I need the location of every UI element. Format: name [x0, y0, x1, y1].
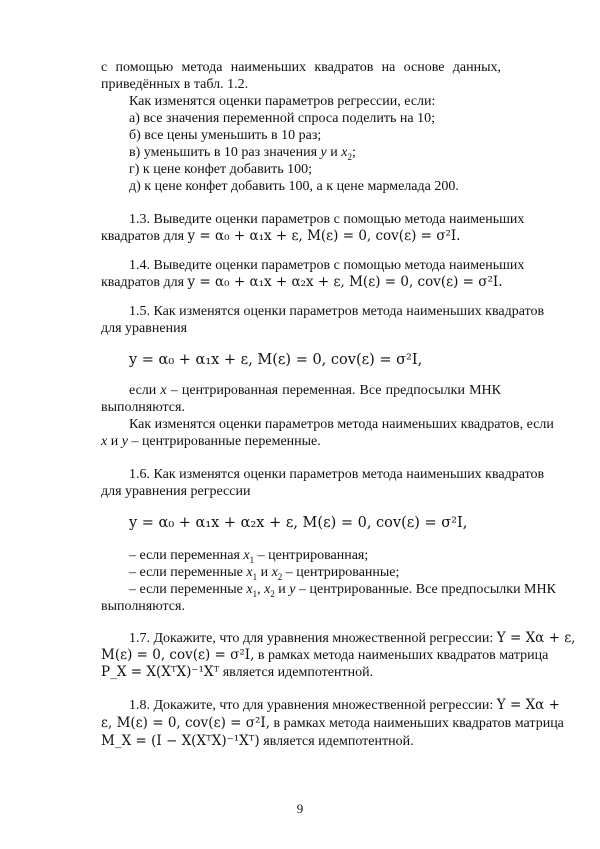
text-line: с помощью метода наименьших квадратов на основе данных,	[101, 60, 501, 75]
exercise-1-4: 1.4. Выведите оценки параметров с помощью метода наименьших	[129, 258, 525, 273]
text-line: если x – центрированная переменная. Все предпосылки МНК	[129, 383, 501, 398]
list-item: – если переменная $x_1$ – центрированная;	[129, 548, 369, 565]
text-line: x и y – центрированные переменные.	[101, 434, 321, 449]
formula: y = α₀ + α₁x + ε, M(ε) = 0, cov(ε) = σ²I.	[187, 228, 461, 244]
text-line: квадратов для y = α₀ + α₁x + α₂x + ε, M(ε) = 0, cov(ε) = σ²I.	[101, 274, 503, 290]
text-line: Как изменятся оценки параметров метода наименьших квадратов, если	[129, 417, 554, 432]
exercise-1-8: 1.8. Докажите, что для уравнения множественной регрессии: Y = Xα +	[129, 697, 560, 713]
list-item: – если переменные $x_1$ и $x_2$ – центрированные;	[129, 565, 400, 582]
list-item: – если переменные $x_1$, $x_2$ и y – центрированные. Все предпосылки МНК	[129, 582, 556, 599]
text-line: M_X = (I − X(XᵀX)⁻¹Xᵀ) является идемпотентной.	[101, 733, 414, 749]
list-item: в) уменьшить в 10 раз значения y и $x_2$;	[129, 145, 356, 162]
formula: y = α₀ + α₁x + α₂x + ε, M(ε) = 0, cov(ε) = σ²I.	[187, 274, 503, 290]
list-item: г) к цене конфет добавить 100;	[129, 162, 313, 177]
exercise-1-7: 1.7. Докажите, что для уравнения множественной регрессии: Y = Xα + ε,	[129, 630, 576, 646]
exercise-1-6: 1.6. Как изменятся оценки параметров метода наименьших квадратов	[129, 467, 545, 482]
text-line: M(ε) = 0, cov(ε) = σ²I, в рамках метода наименьших квадратов матрица	[101, 647, 549, 663]
text-line: ε, M(ε) = 0, cov(ε) = σ²I, в рамках метода наименьших квадратов матрица	[101, 715, 564, 731]
text-line: для уравнения регрессии	[101, 484, 251, 499]
text-line: приведённых в табл. 1.2.	[101, 77, 249, 92]
formula: M_X = (I − X(XᵀX)⁻¹Xᵀ)	[101, 733, 260, 749]
text-line: выполняются.	[101, 599, 185, 614]
exercise-1-3: 1.3. Выведите оценки параметров с помощью метода наименьших	[129, 212, 525, 227]
text-line: квадратов для y = α₀ + α₁x + ε, M(ε) = 0, cov(ε) = σ²I.	[101, 228, 461, 244]
text-line: для уравнения	[101, 321, 188, 336]
list-item: б) все цены уменьшить в 10 раз;	[129, 128, 322, 143]
text-line: P_X = X(XᵀX)⁻¹Xᵀ является идемпотентной.	[101, 664, 374, 680]
equation: y = α₀ + α₁x + ε, M(ε) = 0, cov(ε) = σ²I,	[129, 352, 423, 368]
formula: P_X = X(XᵀX)⁻¹Xᵀ	[101, 664, 220, 680]
list-item: д) к цене конфет добавить 100, а к цене мармелада 200.	[129, 179, 459, 194]
text-line: Как изменятся оценки параметров регрессии, если:	[129, 94, 436, 109]
page-number: 9	[296, 801, 304, 816]
text-line: выполняются.	[101, 400, 185, 415]
exercise-1-5: 1.5. Как изменятся оценки параметров метода наименьших квадратов	[129, 304, 545, 319]
list-item: а) все значения переменной спроса поделить на 10;	[129, 111, 435, 126]
equation: y = α₀ + α₁x + α₂x + ε, M(ε) = 0, cov(ε) = σ²I,	[129, 515, 468, 531]
